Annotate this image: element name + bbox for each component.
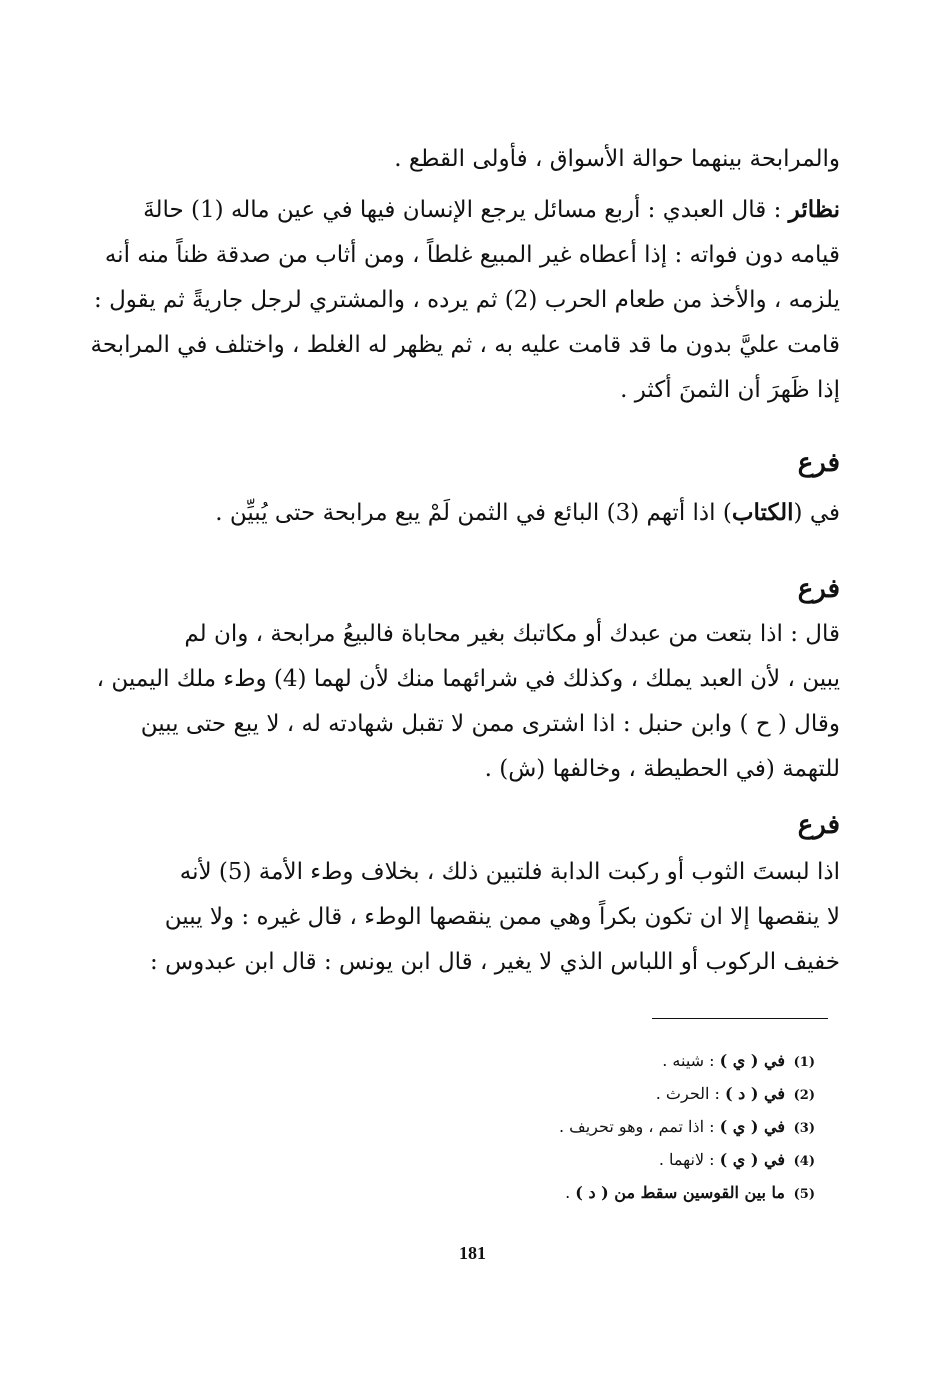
paragraph-line: يلزمه ، والأخذ من طعام الحرب (2) ثم يرده ، والمشتري لرجل جاريةً ثم يقول : — [94, 287, 840, 313]
paragraph-line: لا ينقصها إلا ان تكون بكراً وهي ممن ينقصها الوطء ، قال غيره : ولا يبين — [164, 904, 840, 930]
paragraph-line: في (الكتاب) اذا أتهم (3) البائع في الثمن لَمْ يبع مرابحة حتى يُبيِّن . — [215, 499, 840, 526]
section-heading: فرع — [797, 574, 840, 604]
paragraph-line: وقال ( ح ) وابن حنبل : اذا اشترى ممن لا تقبل شهادته له ، لا يبع حتى يبين — [140, 711, 840, 737]
paragraph-5 — [150, 850, 840, 985]
paragraph-line: نظائر : قال العبدي : أربع مسائل يرجع الإنسان فيها في عين ماله (1) حالةَ — [143, 196, 840, 223]
paragraph-line: قال : اذا بتعت من عبدك أو مكاتبك بغير محاباة فالبيعُ مرابحة ، وان لم — [184, 621, 840, 647]
paragraph-line: والمرابحة بينهما حوالة الأسواق ، فأولى القطع . — [394, 146, 840, 172]
section-heading: فرع — [797, 448, 840, 478]
footnotes — [395, 1045, 815, 1210]
footnote-3: (3)في ( ي ) : اذا تمم ، وهو تحريف . — [558, 1117, 815, 1136]
term-nadhair: نظائر — [788, 196, 840, 223]
paragraph-1 — [160, 137, 840, 182]
paragraph-line: إذا ظَهرَ أن الثمنَ أكثر . — [620, 377, 840, 403]
paragraph-2 — [90, 187, 840, 413]
footnote-4: (4)في ( ي ) : لانهما . — [658, 1150, 815, 1169]
paragraph-line: خفيف الركوب أو اللباس الذي لا يغير ، قال ابن يونس : قال ابن عبدوس : — [150, 949, 840, 975]
footnote-separator — [652, 1018, 828, 1019]
paragraph-line: للتهمة (في الحطيطة ، وخالفها (ش) . — [484, 756, 840, 782]
page-number: 181 — [459, 1243, 486, 1263]
section-heading: فرع — [797, 810, 840, 840]
term-kitab: الكتاب — [731, 499, 794, 526]
paragraph-3 — [160, 490, 840, 536]
paragraph-line: اذا لبستَ الثوب أو ركبت الدابة فلتبين ذلك ، بخلاف وطء الأمة (5) لأنه — [179, 859, 840, 885]
footnote-1: (1)في ( ي ) : شينه . — [662, 1051, 815, 1070]
paragraph-line: قامت عليَّ بدون ما قد قامت عليه به ، ثم يظهر له الغلط ، واختلف في المرابحة — [90, 332, 840, 358]
paragraph-line: قيامه دون فواته : إذا أعطاه غير المبيع غلطاً ، ومن أثاب من صدقة ظناً منه أنه — [104, 242, 840, 268]
footnote-5: (5)ما بين القوسين سقط من ( د ) . — [565, 1183, 815, 1202]
paragraph-4 — [96, 612, 840, 792]
footnote-2: (2)في ( د ) : الحرث . — [655, 1084, 815, 1103]
paragraph-line: يبين ، لأن العبد يملك ، وكذلك في شرائهما منك لأن لهما (4) وطء ملك اليمين ، — [96, 666, 840, 692]
